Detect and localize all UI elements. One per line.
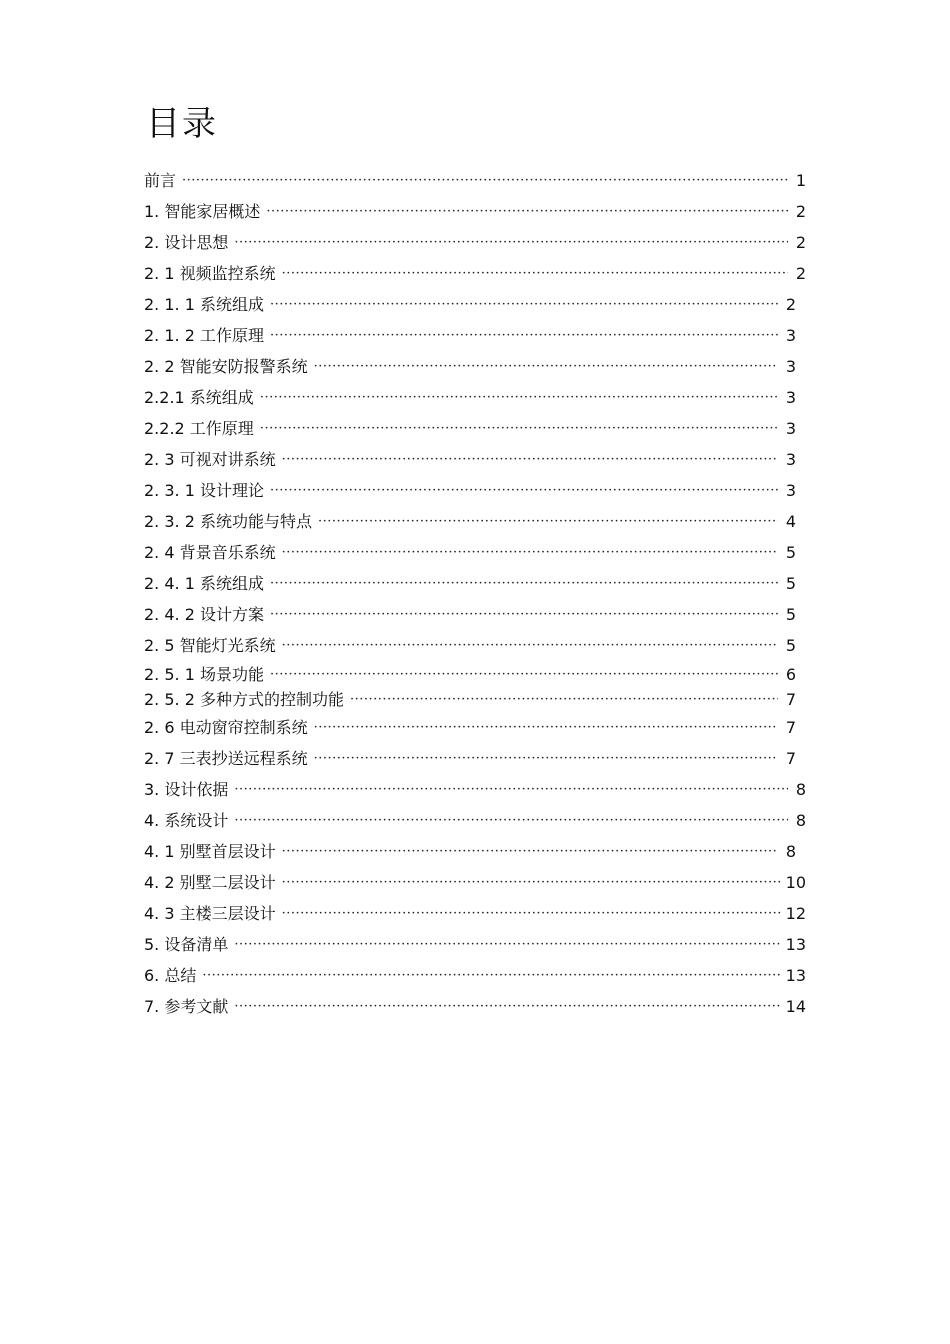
toc-entry-page-number: 7 [785,690,796,709]
toc-entry-page-number: 8 [795,811,806,830]
toc-entry-label: 2.2.1 系统组成 [144,388,254,407]
toc-entry-page-number: 14 [785,997,806,1016]
toc-entry-label: 2. 4. 1 系统组成 [144,574,264,593]
toc-entry[interactable] [144,632,796,656]
toc-dot-leader [260,419,778,439]
toc-entry-page-number: 6 [785,665,796,684]
toc-entry-page-number: 4 [785,512,796,531]
toc-entry-label: 2. 2 智能安防报警系统 [144,357,308,376]
toc-dot-leader [282,636,778,656]
toc-entry-label: 2. 1. 2 工作原理 [144,326,264,345]
toc-entry-label: 6. 总结 [144,966,197,985]
toc-entry[interactable] [144,477,796,501]
toc-dot-leader [282,543,778,563]
toc-dot-leader [270,574,778,594]
toc-entry-page-number: 5 [785,605,796,624]
toc-entry-label: 1. 智能家居概述 [144,202,261,221]
toc-entry-label: 2. 4. 2 设计方案 [144,605,264,624]
toc-entry[interactable] [144,539,796,563]
toc-entry-label: 2. 1. 1 系统组成 [144,295,264,314]
toc-entry-label: 7. 参考文献 [144,997,229,1016]
toc-entry-label: 2.2.2 工作原理 [144,419,254,438]
toc-entry[interactable] [144,745,796,769]
toc-entry-page-number: 8 [785,842,796,861]
toc-entry-label: 5. 设备清单 [144,935,229,954]
toc-entry-page-number: 13 [785,966,806,985]
toc-dot-leader [202,966,781,986]
toc-entry-page-number: 2 [795,264,806,283]
toc-dot-leader [270,295,778,315]
toc-entry-page-number: 8 [795,780,806,799]
toc-entry-page-number: 5 [785,543,796,562]
toc-entry[interactable] [144,260,806,284]
toc-title: 目录 [146,104,218,144]
toc-entry-label: 4. 系统设计 [144,811,229,830]
toc-entry-page-number: 3 [785,481,796,500]
toc-entry[interactable] [144,601,796,625]
toc-dot-leader [282,842,778,862]
toc-entry[interactable] [144,838,796,862]
toc-entry[interactable] [144,931,806,955]
toc-dot-leader [350,690,778,710]
toc-entry-label: 前言 [144,171,177,190]
toc-dot-leader [270,605,778,625]
toc-entry[interactable] [144,993,806,1017]
toc-entry[interactable] [144,384,796,408]
toc-entry[interactable] [144,446,796,470]
toc-dot-leader [234,811,788,831]
toc-entry[interactable] [144,229,806,253]
toc-entry[interactable] [144,198,806,222]
toc-dot-leader [282,264,788,284]
toc-dot-leader [314,749,778,769]
toc-entry-label: 2. 设计思想 [144,233,229,252]
toc-entry-page-number: 7 [785,718,796,737]
toc-dot-leader [318,512,778,532]
toc-entry[interactable] [144,570,796,594]
toc-entry-page-number: 10 [785,873,806,892]
toc-entry-page-number: 13 [785,935,806,954]
toc-entry-label: 2. 3. 1 设计理论 [144,481,264,500]
toc-entry[interactable] [144,167,806,191]
toc-dot-leader [234,780,788,800]
toc-dot-leader [270,481,778,501]
toc-entry-label: 2. 5. 2 多种方式的控制功能 [144,690,344,709]
toc-entry[interactable] [144,962,806,986]
toc-entry[interactable] [144,807,806,831]
toc-entry-label: 2. 1 视频监控系统 [144,264,276,283]
toc-entry[interactable] [144,508,796,532]
toc-entry-page-number: 2 [795,202,806,221]
toc-entry-label: 4. 3 主楼三层设计 [144,904,276,923]
toc-entry-label: 2. 7 三表抄送远程系统 [144,749,308,768]
toc-entry-label: 4. 2 别墅二层设计 [144,873,276,892]
toc-entry[interactable] [144,686,796,710]
toc-entry-label: 2. 4 背景音乐系统 [144,543,276,562]
toc-dot-leader [270,665,778,685]
toc-entry-label: 2. 5. 1 场景功能 [144,665,264,684]
toc-dot-leader [282,450,778,470]
toc-dot-leader [234,233,788,253]
toc-dot-leader [282,873,782,893]
toc-dot-leader [266,202,788,222]
toc-entry[interactable] [144,714,796,738]
toc-entry-page-number: 3 [785,419,796,438]
toc-entry[interactable] [144,322,796,346]
toc-entry-label: 4. 1 别墅首层设计 [144,842,276,861]
toc-entry-label: 2. 5 智能灯光系统 [144,636,276,655]
toc-entry-page-number: 1 [795,171,806,190]
toc-entry[interactable] [144,900,806,924]
toc-entry-page-number: 5 [785,574,796,593]
toc-entry-label: 2. 3. 2 系统功能与特点 [144,512,312,531]
toc-entry-page-number: 12 [785,904,806,923]
toc-entry[interactable] [144,353,796,377]
toc-entry-page-number: 2 [795,233,806,252]
toc-dot-leader [234,935,781,955]
toc-entry-page-number: 3 [785,326,796,345]
toc-entry-label: 2. 3 可视对讲系统 [144,450,276,469]
toc-entry[interactable] [144,415,796,439]
toc-entry-page-number: 3 [785,388,796,407]
toc-entry-page-number: 3 [785,450,796,469]
toc-dot-leader [260,388,778,408]
toc-entry[interactable] [144,869,806,893]
toc-entry-page-number: 7 [785,749,796,768]
toc-entry-page-number: 2 [785,295,796,314]
toc-entry-label: 2. 6 电动窗帘控制系统 [144,718,308,737]
toc-dot-leader [182,171,788,191]
toc-dot-leader [282,904,782,924]
toc-dot-leader [314,357,778,377]
toc-entry-page-number: 5 [785,636,796,655]
toc-entry-label: 3. 设计依据 [144,780,229,799]
toc-entry[interactable] [144,661,796,685]
toc-entry[interactable] [144,291,796,315]
toc-dot-leader [270,326,778,346]
toc-entry-page-number: 3 [785,357,796,376]
toc-dot-leader [234,997,781,1017]
toc-dot-leader [314,718,778,738]
toc-entry[interactable] [144,776,806,800]
